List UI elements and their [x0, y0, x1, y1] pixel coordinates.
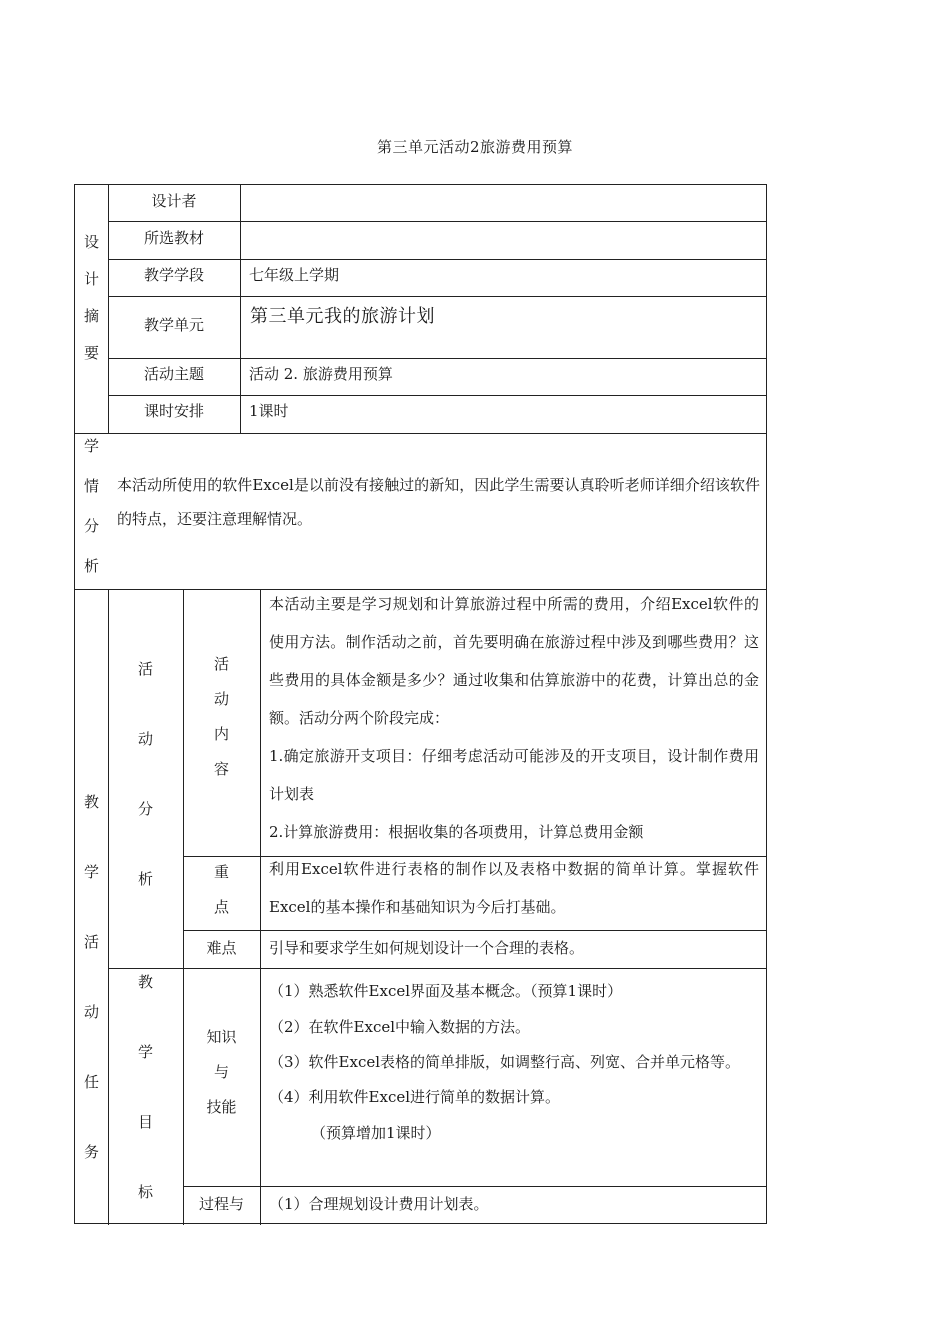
textbook-label: 所选教材 [143, 229, 204, 247]
grid-line [183, 1186, 767, 1187]
activity-analysis-label: 活 动 分 析 [137, 660, 153, 888]
grid-line [108, 221, 767, 222]
activity-content-label: 活 动 内 容 [213, 655, 229, 778]
difficulty-label: 难点 [206, 939, 237, 957]
learning-analysis-text: 本活动所使用的软件Excel是以前没有接触过的新知，因此学生需要认真聆听老师详细介绍该软件的特点，还要注意理解情况。 [117, 476, 760, 528]
grid-line [108, 296, 767, 297]
knowledge-item: （1）熟悉软件Excel界面及基本概念。（预算1课时） [269, 982, 623, 1000]
grid-line [108, 968, 767, 969]
knowledge-item: （预算增加1课时） [311, 1124, 441, 1142]
activity-content-text [269, 585, 759, 851]
knowledge-skills-label: 知识 与 技能 [206, 1028, 237, 1116]
knowledge-item: （4）利用软件Excel进行简单的数据计算。 [269, 1088, 561, 1106]
unit-label: 教学单元 [143, 316, 204, 334]
schedule-label: 课时安排 [143, 402, 204, 420]
objectives-label: 教 学 目 标 [137, 973, 153, 1201]
key-point-text: 利用Excel软件进行表格的制作以及表格中数据的简单计算。掌握软件Excel的基本操作和基础知识为今后打基础。 [269, 860, 759, 916]
key-point-label: 重 点 [213, 863, 229, 916]
tasks-section-label: 教 学 活 动 任 务 [83, 793, 99, 1161]
grade-value: 七年级上学期 [249, 266, 340, 284]
activity-content-paragraph: 本活动主要是学习规划和计算旅游过程中所需的费用，介绍Excel软件的使用方法。制作活动之前，首先要明确在旅游过程中涉及到哪些费用？这些费用的具体金额是多少？通过收集和估算旅游中的花费，计算出总的金额。活动分两个阶段完成： [269, 595, 759, 727]
activity-content-paragraph: 2.计算旅游费用：根据收集的各项费用，计算总费用金额 [269, 823, 644, 841]
knowledge-skills-list [269, 973, 759, 1151]
summary-section-label: 设 计 摘 要 [83, 233, 99, 362]
grid-line [183, 930, 767, 931]
designer-label: 设计者 [151, 192, 197, 210]
learning-section-label: 学 情 分 析 [83, 437, 99, 575]
grid-line [108, 358, 767, 359]
grid-line [108, 259, 767, 260]
process-method-text: （1）合理规划设计费用计划表。 [269, 1195, 489, 1213]
grade-label: 教学学段 [143, 266, 204, 284]
activity-content-paragraph: 1.确定旅游开支项目：仔细考虑活动可能涉及的开支项目，设计制作费用计划表 [269, 747, 759, 803]
page-title: 第三单元活动2旅游费用预算 [376, 138, 574, 156]
grid-line [260, 589, 261, 1225]
grid-line [75, 433, 767, 434]
knowledge-item: （2）在软件Excel中输入数据的方法。 [269, 1018, 531, 1036]
unit-value: 第三单元我的旅游计划 [250, 306, 435, 327]
process-method-label: 过程与 [198, 1195, 244, 1213]
knowledge-item: （3）软件Excel表格的简单排版，如调整行高、列宽、合并单元格等。 [269, 1053, 741, 1071]
activity-theme-value: 活动 2. 旅游费用预算 [249, 365, 393, 383]
grid-line [108, 395, 767, 396]
schedule-value: 1课时 [249, 402, 289, 420]
difficulty-text: 引导和要求学生如何规划设计一个合理的表格。 [269, 939, 585, 957]
activity-theme-label: 活动主题 [143, 365, 204, 383]
lesson-plan-table [74, 184, 767, 1224]
